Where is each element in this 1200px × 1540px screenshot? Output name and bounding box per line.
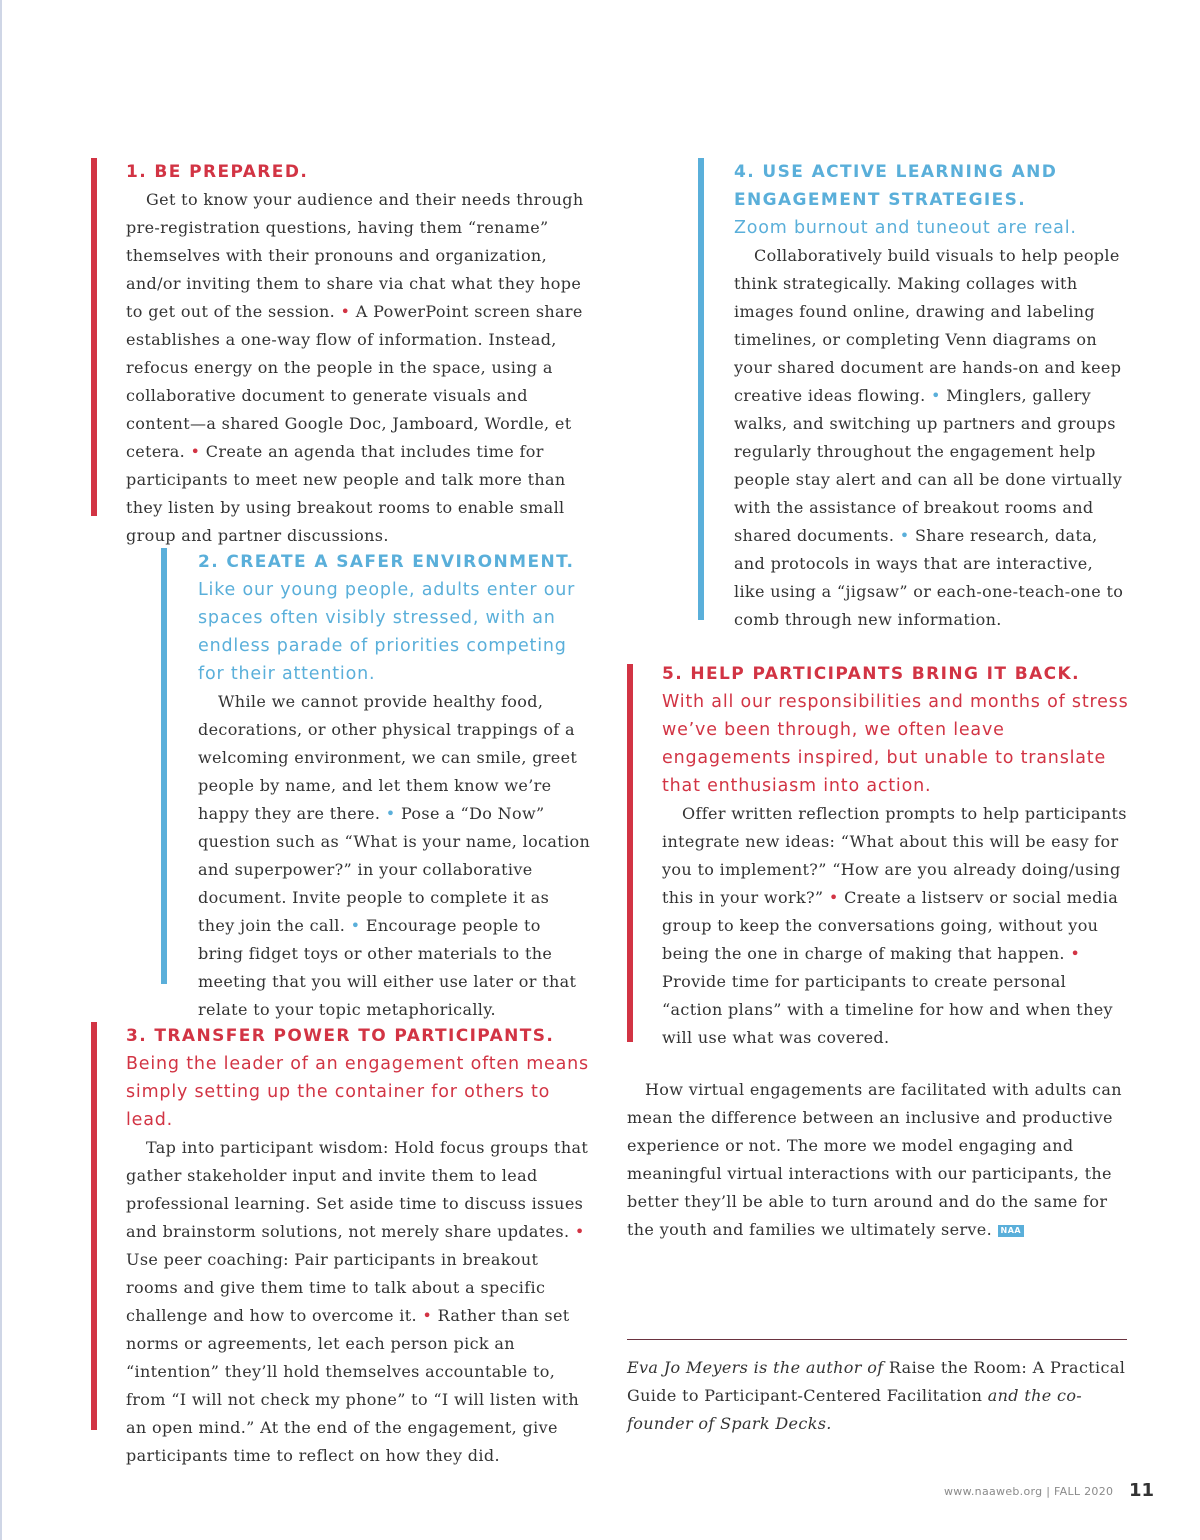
bullet-dot: • xyxy=(828,888,839,907)
bio-divider xyxy=(627,1339,1127,1340)
section-heading: 1. BE PREPARED. xyxy=(126,162,309,182)
bullet-dot: • xyxy=(340,302,351,321)
bio-text: Eva Jo Meyers is the author of xyxy=(627,1358,884,1377)
body-part: Create a listserv or social media group to keep the conversations going, without you being the one in charge of making that happen. xyxy=(662,888,1119,963)
section-body xyxy=(662,800,1130,1052)
section-subheading: With all our responsibilities and months of stress we’ve been through, we often leave engagements inspired, but unable to translate that enthusiasm into action. xyxy=(662,692,1129,796)
section-accent-bar xyxy=(698,158,704,620)
body-part: Create an agenda that includes time for participants to meet new people and talk more than they listen by using breakout rooms to enable small group and partner discussions. xyxy=(126,442,566,545)
company-name: Spark Decks xyxy=(720,1414,827,1433)
section-body xyxy=(126,1134,591,1470)
body-part: Use peer coaching: Pair participants in breakout rooms and give them time to talk about a specific challenge and how to overcome it. xyxy=(126,1250,546,1325)
section-accent-bar xyxy=(627,664,633,1042)
naa-end-mark: NAA xyxy=(998,1225,1025,1237)
section-accent-bar xyxy=(91,158,97,516)
body-part: While we cannot provide healthy food, decorations, or other physical trappings of a welcoming environment, we can smile, greet people by name, and let them know we’re happy they are there. xyxy=(198,692,578,823)
section-heading: 4. USE ACTIVE LEARNING AND ENGAGEMENT STRATEGIES. xyxy=(734,162,1058,210)
section-body xyxy=(126,186,591,550)
book-title: Raise the Room: A Practical Guide to Participant-Centered Facilitation xyxy=(627,1358,1126,1405)
footer-text: www.naaweb.org | FALL 2020 xyxy=(944,1485,1114,1498)
section-heading: 3. TRANSFER POWER TO PARTICIPANTS. xyxy=(126,1026,555,1046)
body-part: Rather than set norms or agreements, let each person pick an “intention” they’ll hold themselves accountable to, from “I will not check my phone” to “I will listen with an open mind.” At the end of the engagement, give participants time to reflect on how they did. xyxy=(126,1306,580,1465)
body-part: Tap into participant wisdom: Hold focus groups that gather stakeholder input and invite them to lead professional learning. Set aside time to discuss issues and brainstorm solutions, not merely share updates. xyxy=(126,1138,589,1241)
section-accent-bar xyxy=(91,1022,97,1430)
section-heading: 5. HELP PARTICIPANTS BRING IT BACK. xyxy=(662,664,1080,684)
bullet-dot: • xyxy=(190,442,201,461)
section-be-prepared xyxy=(91,158,591,545)
bullet-dot: • xyxy=(1070,944,1081,963)
closing-text: How virtual engagements are facilitated with adults can mean the difference between an inclusive and productive experience or not. The more we model engaging and meaningful virtual interactions with our participants, the better they’ll be able to turn around and do the same for the youth and families we ultimately serve. xyxy=(627,1080,1122,1239)
section-subheading: Zoom burnout and tuneout are real. xyxy=(734,218,1077,238)
page-number: 11 xyxy=(1129,1480,1155,1501)
bullet-dot: • xyxy=(350,916,361,935)
page-edge-line xyxy=(0,0,2,1540)
body-part: Provide time for participants to create personal “action plans” with a timeline for how and when they will use what was covered. xyxy=(662,972,1113,1047)
closing-paragraph xyxy=(627,1076,1127,1244)
body-part: A PowerPoint screen share establishes a one-way flow of information. Instead, refocus energy on the people in the space, using a collaborative document to generate visuals and content—a shared Google Doc, Jamboard, Wordle, et cetera. xyxy=(126,302,583,461)
body-part: Share research, data, and protocols in ways that are interactive, like using a “jigsaw” or each-one-teach-one to comb through new information. xyxy=(734,526,1124,629)
body-part: Collaboratively build visuals to help people think strategically. Making collages with images found online, drawing and labeling timelines, or completing Venn diagrams on your shared document are hands-on and keep creative ideas flowing. xyxy=(734,246,1122,405)
section-heading: 2. CREATE A SAFER ENVIRONMENT. xyxy=(198,552,575,572)
section-body xyxy=(198,688,591,1024)
bullet-dot: • xyxy=(385,804,396,823)
bullet-dot: • xyxy=(422,1306,433,1325)
section-safer-environment xyxy=(161,548,591,1019)
author-bio xyxy=(627,1354,1127,1438)
section-accent-bar xyxy=(161,548,167,984)
body-part: Minglers, gallery walks, and switching up partners and groups regularly throughout the engagement help people stay alert and can all be done virtually with the assistance of breakout rooms and shared documents. xyxy=(734,386,1123,545)
bullet-dot: • xyxy=(574,1222,585,1241)
body-part: Encourage people to bring fidget toys or other materials to the meeting that you will either use later or that relate to your topic metaphorically. xyxy=(198,916,577,1019)
section-subheading: Like our young people, adults enter our spaces often visibly stressed, with an endless parade of priorities competing for their attention. xyxy=(198,580,576,684)
section-transfer-power xyxy=(91,1022,591,1465)
bullet-dot: • xyxy=(931,386,941,405)
bio-text: . xyxy=(826,1414,832,1433)
body-part: Offer written reflection prompts to help participants integrate new ideas: “What about this will be easy for you to implement?” “How are you already doing/using this in your work?” xyxy=(662,804,1127,907)
bullet-dot: • xyxy=(899,526,910,545)
section-active-learning xyxy=(698,158,1128,629)
section-bring-it-back xyxy=(627,664,1130,1047)
body-part: Get to know your audience and their needs through pre-registration questions, having them “rename” themselves with their pronouns and organization, and/or inviting them to share via chat what they hope to get out of the session. xyxy=(126,190,584,321)
bio-text: and the co-founder of xyxy=(627,1386,1083,1433)
section-body xyxy=(734,242,1128,634)
section-subheading: Being the leader of an engagement often means simply setting up the container for others to lead. xyxy=(126,1054,589,1130)
body-part: Pose a “Do Now” question such as “What is your name, location and superpower?” in your collaborative document. Invite people to complete it as they join the call. xyxy=(198,804,591,935)
